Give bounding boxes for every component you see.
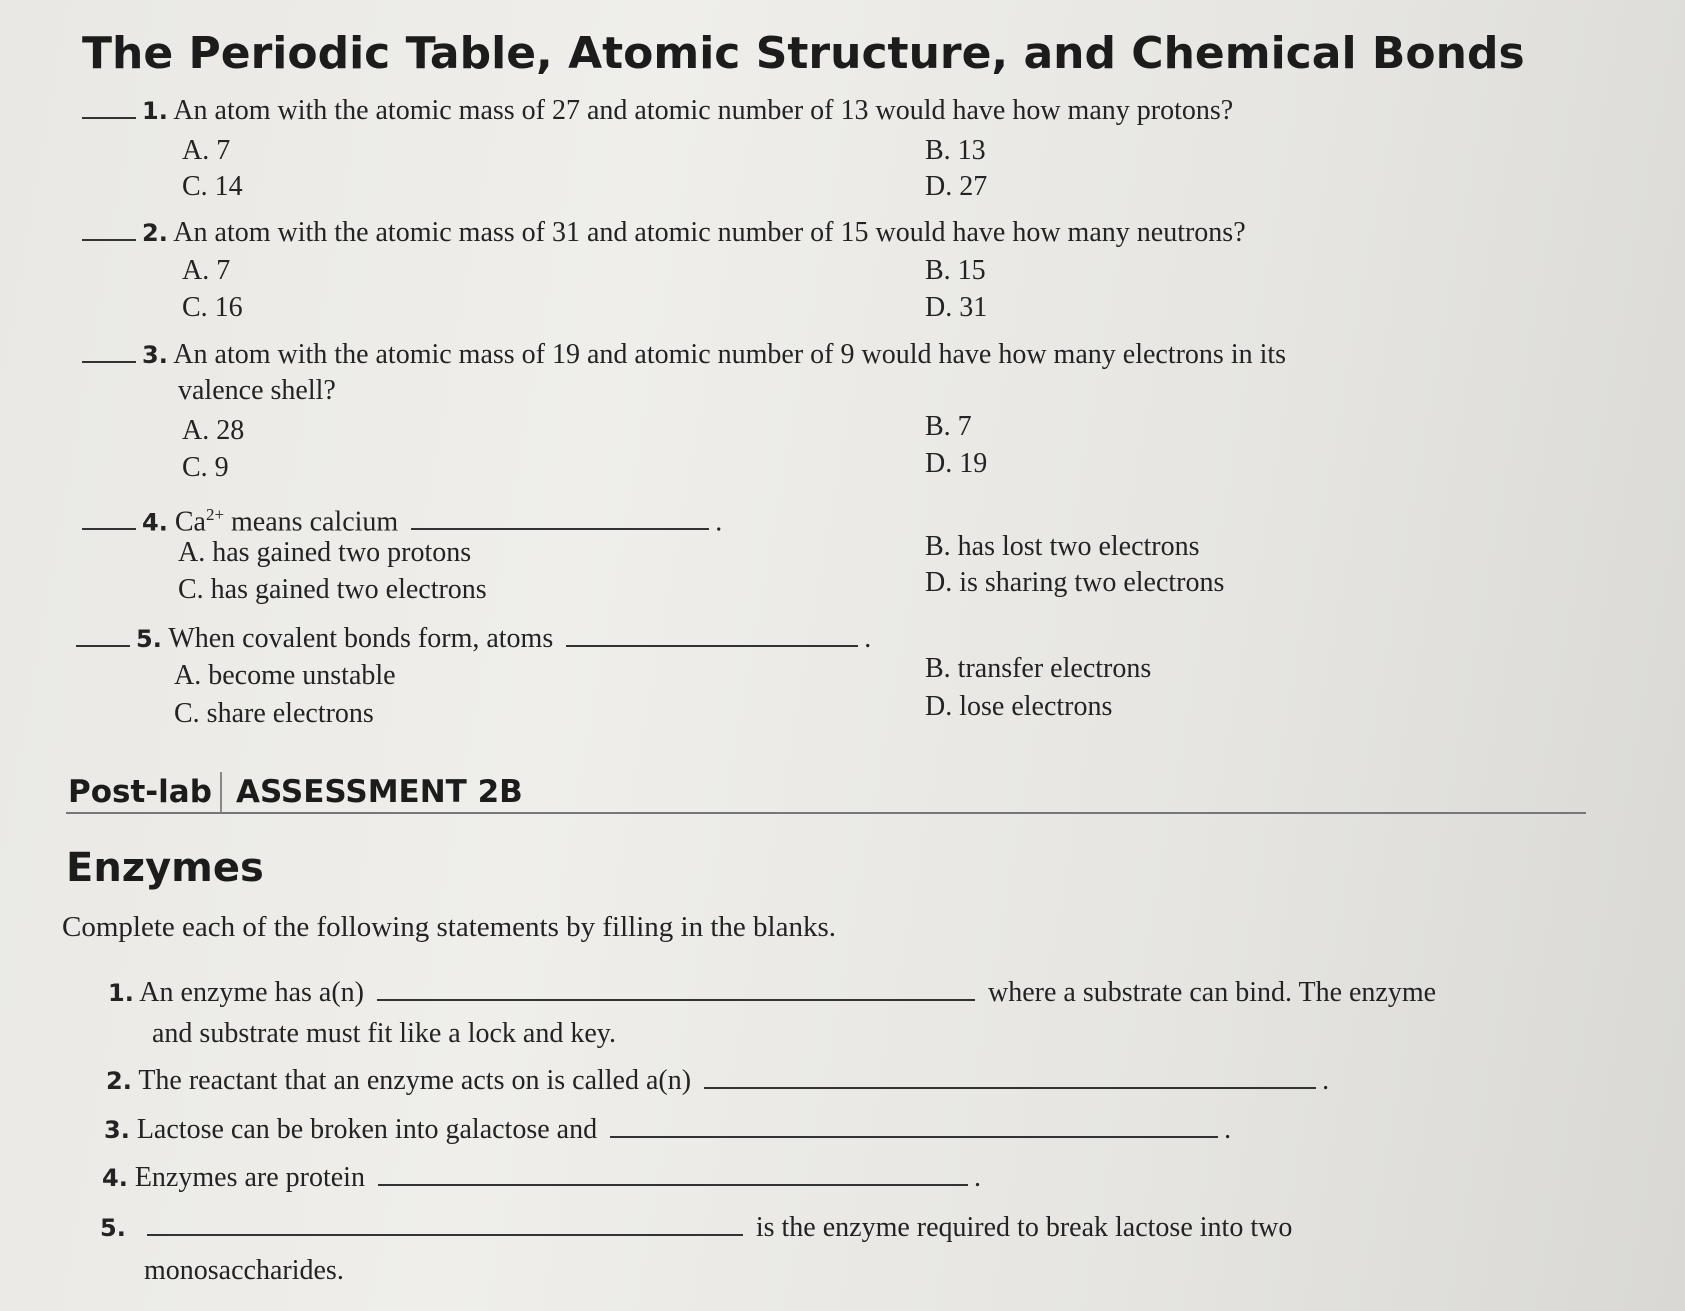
question-4 (82, 498, 722, 539)
question-number: 1. (142, 97, 168, 125)
fill-in-blank[interactable] (411, 504, 709, 530)
item-number: 3. (104, 1116, 130, 1144)
item-number: 2. (106, 1067, 132, 1095)
option-c[interactable]: C. share electrons (174, 698, 374, 729)
period: . (1322, 1065, 1330, 1096)
section-title: Enzymes (66, 845, 264, 891)
enzyme-item-4 (102, 1160, 981, 1195)
instructions: Complete each of the following statements by filling in the blanks. (62, 911, 836, 943)
question-2 (82, 216, 1246, 250)
period: . (1224, 1114, 1232, 1145)
page-title: The Periodic Table, Atomic Structure, and Chemical Bonds (82, 28, 1525, 79)
option-a[interactable]: A. 7 (182, 255, 231, 286)
question-1 (82, 94, 1233, 128)
option-c[interactable]: C. 9 (182, 452, 229, 483)
answer-blank-2[interactable] (82, 217, 136, 241)
ion-symbol: Ca (174, 506, 206, 538)
item-number: 5. (100, 1214, 126, 1242)
question-5 (76, 621, 871, 656)
period: . (864, 623, 872, 654)
item-text: is the enzyme required to break lactose into two (755, 1212, 1293, 1243)
question-text: An atom with the atomic mass of 19 and atomic number of 9 would have how many electrons in its (173, 339, 1287, 370)
enzyme-item-3 (104, 1112, 1231, 1147)
item-text: An enzyme has a(n) (139, 977, 364, 1008)
item-number: 1. (108, 979, 134, 1007)
assessment-label: ASSESSMENT 2B (236, 774, 523, 810)
option-d[interactable]: D. 27 (925, 171, 988, 202)
question-3 (82, 338, 1286, 372)
option-b[interactable]: B. transfer electrons (925, 653, 1152, 684)
option-d[interactable]: D. 31 (925, 292, 988, 323)
question-text: An atom with the atomic mass of 31 and atomic number of 15 would have how many neutrons? (173, 217, 1246, 248)
answer-blank-5[interactable] (76, 623, 130, 647)
enzyme-item-1 (108, 975, 1436, 1010)
question-3-line2: valence shell? (178, 375, 336, 406)
fill-in-blank[interactable] (377, 975, 975, 1001)
question-number: 5. (136, 625, 162, 653)
option-d[interactable]: D. 19 (925, 448, 988, 479)
enzyme-item-5-line2: monosaccharides. (144, 1255, 344, 1286)
item-text: Enzymes are protein (134, 1162, 365, 1193)
item-text: where a substrate can bind. The enzyme (987, 977, 1437, 1008)
question-number: 3. (142, 341, 168, 369)
fill-in-blank[interactable] (378, 1160, 968, 1186)
item-number: 4. (102, 1164, 128, 1192)
option-a[interactable]: A. 28 (182, 415, 245, 446)
answer-blank-1[interactable] (82, 95, 136, 119)
option-c[interactable]: C. 14 (182, 171, 243, 202)
option-d[interactable]: D. is sharing two electrons (925, 567, 1225, 598)
option-a[interactable]: A. has gained two protons (178, 537, 472, 568)
option-a[interactable]: A. become unstable (174, 660, 396, 691)
period: . (715, 506, 723, 538)
enzyme-item-1-line2: and substrate must fit like a lock and key. (152, 1018, 616, 1049)
question-text: When covalent bonds form, atoms (168, 623, 554, 654)
option-c[interactable]: C. has gained two electrons (178, 574, 487, 605)
ion-charge: 2+ (205, 505, 225, 524)
fill-in-blank[interactable] (147, 1210, 743, 1236)
fill-in-blank[interactable] (704, 1063, 1316, 1089)
option-c[interactable]: C. 16 (182, 292, 243, 323)
option-b[interactable]: B. has lost two electrons (925, 531, 1200, 562)
option-d[interactable]: D. lose electrons (925, 691, 1113, 722)
option-b[interactable]: B. 15 (925, 255, 986, 286)
answer-blank-3[interactable] (82, 339, 136, 363)
period: . (973, 1162, 981, 1193)
question-text: means calcium (231, 506, 399, 538)
question-number: 2. (142, 219, 168, 247)
post-lab-label: Post-lab (68, 774, 212, 810)
question-number: 4. (142, 508, 168, 537)
fill-in-blank[interactable] (610, 1112, 1218, 1138)
enzyme-item-5 (100, 1210, 1292, 1245)
question-text: An atom with the atomic mass of 27 and atomic number of 13 would have how many protons? (173, 95, 1234, 126)
option-b[interactable]: B. 7 (925, 411, 972, 442)
item-text: The reactant that an enzyme acts on is called a(n) (138, 1065, 692, 1096)
enzyme-item-2 (106, 1063, 1329, 1098)
header-rule (66, 812, 1586, 814)
option-a[interactable]: A. 7 (182, 135, 231, 166)
item-text: Lactose can be broken into galactose and (136, 1114, 598, 1145)
fill-in-blank[interactable] (566, 621, 858, 647)
option-b[interactable]: B. 13 (925, 135, 986, 166)
header-separator (220, 772, 222, 812)
answer-blank-4[interactable] (82, 506, 136, 530)
